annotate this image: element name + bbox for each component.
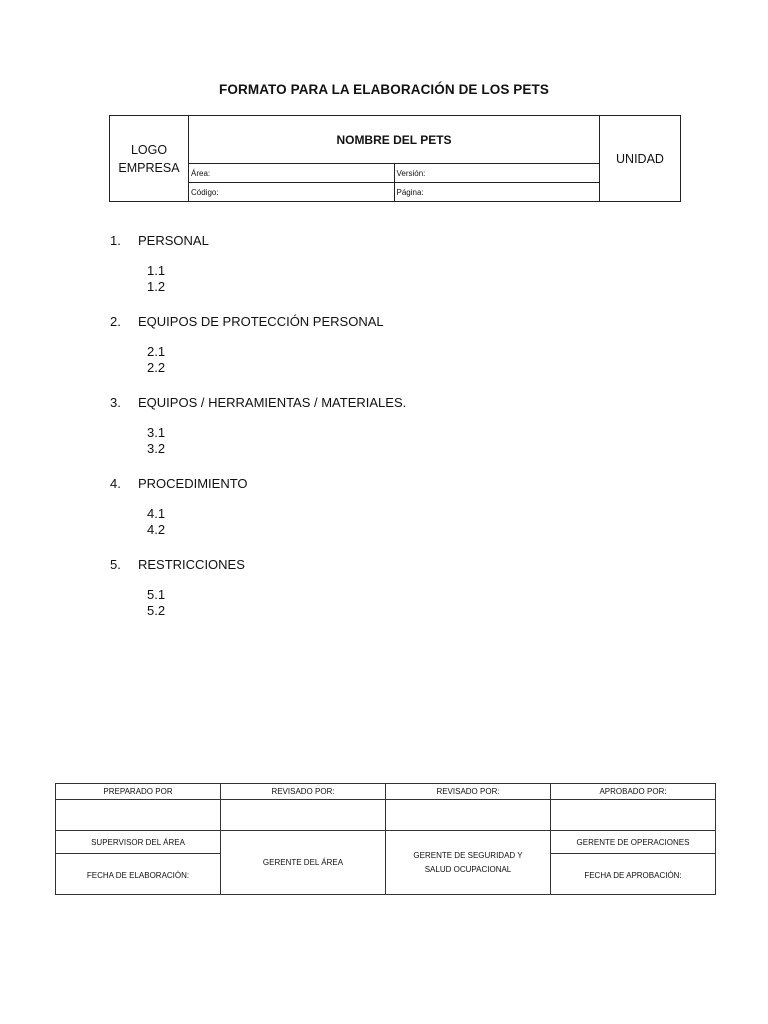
section-ppe	[110, 313, 670, 376]
section-number: 5.	[110, 557, 121, 572]
section-restrictions	[110, 556, 670, 619]
subitem: 4.1	[147, 506, 166, 521]
subitem: 1.2	[147, 279, 166, 294]
section-number: 1.	[110, 233, 121, 248]
section-equipment	[110, 394, 670, 457]
page-field: Página:	[394, 183, 600, 202]
version-field: Versión:	[394, 164, 600, 183]
subitem: 2.1	[147, 344, 166, 359]
subitem: 5.1	[147, 587, 166, 602]
approval-date-label: FECHA DE APROBACIÓN:	[551, 854, 716, 895]
pets-name-cell: NOMBRE DEL PETS	[189, 116, 600, 164]
section-personal	[110, 232, 670, 295]
section-list	[110, 232, 670, 637]
safety-manager-line: SALUD OCUPACIONAL	[424, 865, 512, 874]
safety-manager-line: GERENTE DE SEGURIDAD Y	[413, 851, 523, 860]
section-procedure	[110, 475, 670, 538]
signature-box	[221, 800, 386, 831]
company-label: EMPRESA	[118, 160, 180, 175]
signature-box	[551, 800, 716, 831]
company-logo-cell	[110, 116, 189, 202]
signature-box	[386, 800, 551, 831]
section-title: RESTRICCIONES	[138, 557, 245, 572]
signature-box	[56, 800, 221, 831]
subitem: 2.2	[147, 360, 166, 375]
section-title: EQUIPOS / HERRAMIENTAS / MATERIALES.	[138, 395, 407, 410]
document-title: FORMATO PARA LA ELABORACIÓN DE LOS PETS	[219, 82, 549, 97]
approved-by-header: APROBADO POR:	[551, 784, 716, 800]
logo-label: LOGO	[130, 142, 168, 157]
section-number: 3.	[110, 395, 121, 410]
subitem: 5.2	[147, 603, 166, 618]
section-title: PROCEDIMIENTO	[138, 476, 248, 491]
section-title: PERSONAL	[138, 233, 209, 248]
subitem: 3.1	[147, 425, 166, 440]
safety-manager-label	[386, 831, 551, 895]
section-number: 2.	[110, 314, 121, 329]
operations-manager-label: GERENTE DE OPERACIONES	[551, 831, 716, 854]
signature-table	[55, 783, 716, 895]
reviewed-by-header: REVISADO POR:	[386, 784, 551, 800]
prepared-by-header: PREPARADO POR	[56, 784, 221, 800]
subitem: 4.2	[147, 522, 166, 537]
section-number: 4.	[110, 476, 121, 491]
subitem: 3.2	[147, 441, 166, 456]
area-field: Área:	[189, 164, 395, 183]
section-title: EQUIPOS DE PROTECCIÓN PERSONAL	[138, 314, 384, 329]
area-supervisor-label: SUPERVISOR DEL ÁREA	[56, 831, 221, 854]
unit-cell: UNIDAD	[600, 116, 681, 202]
reviewed-by-header: REVISADO POR:	[221, 784, 386, 800]
area-manager-label: GERENTE DEL ÁREA	[221, 831, 386, 895]
code-field: Código:	[189, 183, 395, 202]
elaboration-date-label: FECHA DE ELABORACIÓN:	[56, 854, 221, 895]
subitem: 1.1	[147, 263, 166, 278]
document-header-table	[109, 115, 681, 202]
